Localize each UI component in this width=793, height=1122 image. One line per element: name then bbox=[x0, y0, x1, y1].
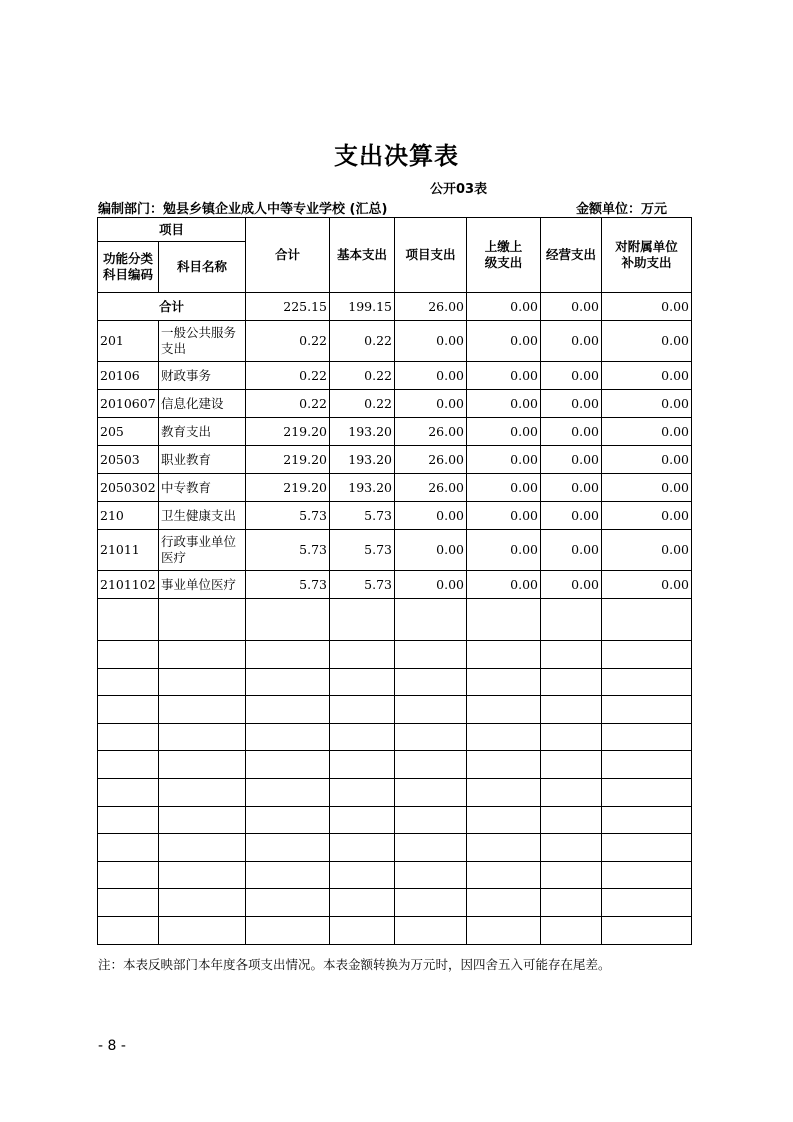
row-value: 219.20 bbox=[246, 418, 330, 446]
row-value: 0.00 bbox=[541, 474, 602, 502]
empty-cell bbox=[602, 916, 692, 944]
empty-cell bbox=[467, 641, 541, 669]
row-value: 0.22 bbox=[330, 362, 395, 390]
empty-cell bbox=[98, 778, 159, 806]
row-value: 5.73 bbox=[246, 571, 330, 599]
empty-cell bbox=[602, 834, 692, 862]
empty-cell bbox=[246, 723, 330, 751]
empty-cell bbox=[467, 834, 541, 862]
empty-cell bbox=[246, 696, 330, 724]
table-row bbox=[98, 502, 692, 530]
header-total: 合计 bbox=[246, 218, 330, 293]
empty-cell bbox=[159, 889, 246, 917]
empty-cell bbox=[98, 751, 159, 779]
row-value: 0.22 bbox=[330, 321, 395, 362]
empty-cell bbox=[395, 599, 467, 641]
row-value: 26.00 bbox=[395, 418, 467, 446]
row-code: 2101102 bbox=[98, 571, 159, 599]
row-value: 0.00 bbox=[541, 446, 602, 474]
row-value: 0.00 bbox=[467, 362, 541, 390]
empty-cell bbox=[330, 834, 395, 862]
empty-cell bbox=[541, 599, 602, 641]
empty-cell bbox=[98, 668, 159, 696]
row-value: 26.00 bbox=[395, 446, 467, 474]
empty-cell bbox=[395, 668, 467, 696]
row-code: 21011 bbox=[98, 530, 159, 571]
table-row bbox=[98, 530, 692, 571]
empty-cell bbox=[246, 778, 330, 806]
empty-cell bbox=[246, 668, 330, 696]
empty-cell bbox=[467, 861, 541, 889]
empty-cell bbox=[159, 778, 246, 806]
empty-row bbox=[98, 723, 692, 751]
row-value: 193.20 bbox=[330, 474, 395, 502]
empty-cell bbox=[395, 778, 467, 806]
header-project: 项目 bbox=[98, 218, 246, 242]
empty-cell bbox=[246, 834, 330, 862]
total-label: 合计 bbox=[98, 293, 246, 321]
row-value: 0.00 bbox=[541, 502, 602, 530]
row-code: 205 bbox=[98, 418, 159, 446]
header-func-code: 功能分类 科目编码 bbox=[98, 242, 159, 293]
row-value: 5.73 bbox=[330, 571, 395, 599]
row-value: 26.00 bbox=[395, 474, 467, 502]
total-cell: 225.15 bbox=[246, 293, 330, 321]
table-row bbox=[98, 446, 692, 474]
total-cell: 199.15 bbox=[330, 293, 395, 321]
row-value: 0.00 bbox=[467, 446, 541, 474]
row-value: 0.00 bbox=[467, 571, 541, 599]
empty-cell bbox=[602, 599, 692, 641]
empty-cell bbox=[467, 696, 541, 724]
row-value: 0.00 bbox=[467, 321, 541, 362]
row-value: 0.00 bbox=[541, 390, 602, 418]
row-value: 0.00 bbox=[467, 474, 541, 502]
empty-cell bbox=[541, 778, 602, 806]
empty-cell bbox=[541, 723, 602, 751]
department-label: 编制部门：勉县乡镇企业成人中等专业学校 (汇总) bbox=[98, 202, 388, 217]
empty-cell bbox=[541, 668, 602, 696]
row-value: 0.00 bbox=[602, 321, 692, 362]
row-name: 一般公共服务支出 bbox=[159, 321, 246, 362]
empty-cell bbox=[467, 751, 541, 779]
row-code: 201 bbox=[98, 321, 159, 362]
empty-row bbox=[98, 806, 692, 834]
empty-cell bbox=[98, 889, 159, 917]
page-title: 支出决算表 bbox=[334, 142, 459, 170]
footnote: 注：本表反映部门本年度各项支出情况。本表金额转换为万元时，因四舍五入可能存在尾差。 bbox=[98, 957, 611, 972]
row-value: 0.00 bbox=[395, 321, 467, 362]
row-value: 0.00 bbox=[541, 571, 602, 599]
row-value: 5.73 bbox=[330, 530, 395, 571]
row-code: 2050302 bbox=[98, 474, 159, 502]
empty-cell bbox=[330, 861, 395, 889]
row-value: 0.00 bbox=[395, 502, 467, 530]
empty-cell bbox=[330, 916, 395, 944]
empty-cell bbox=[159, 751, 246, 779]
empty-cell bbox=[159, 806, 246, 834]
row-value: 193.20 bbox=[330, 446, 395, 474]
row-name: 教育支出 bbox=[159, 418, 246, 446]
table-row bbox=[98, 474, 692, 502]
table-row bbox=[98, 362, 692, 390]
row-value: 0.00 bbox=[541, 530, 602, 571]
empty-cell bbox=[395, 806, 467, 834]
row-name: 事业单位医疗 bbox=[159, 571, 246, 599]
total-cell: 26.00 bbox=[395, 293, 467, 321]
row-value: 0.00 bbox=[467, 390, 541, 418]
row-value: 0.00 bbox=[602, 362, 692, 390]
row-name: 职业教育 bbox=[159, 446, 246, 474]
empty-cell bbox=[330, 668, 395, 696]
empty-cell bbox=[395, 696, 467, 724]
empty-cell bbox=[330, 751, 395, 779]
row-code: 20503 bbox=[98, 446, 159, 474]
total-row bbox=[98, 293, 692, 321]
empty-cell bbox=[395, 834, 467, 862]
empty-row bbox=[98, 778, 692, 806]
row-name: 行政事业单位医疗 bbox=[159, 530, 246, 571]
empty-cell bbox=[541, 641, 602, 669]
row-value: 5.73 bbox=[330, 502, 395, 530]
row-name: 财政事务 bbox=[159, 362, 246, 390]
empty-cell bbox=[246, 599, 330, 641]
row-name: 信息化建设 bbox=[159, 390, 246, 418]
total-cell: 0.00 bbox=[541, 293, 602, 321]
empty-cell bbox=[98, 641, 159, 669]
row-value: 0.00 bbox=[467, 418, 541, 446]
header-business: 经营支出 bbox=[541, 218, 602, 293]
row-value: 0.00 bbox=[395, 390, 467, 418]
empty-cell bbox=[541, 696, 602, 724]
row-value: 0.22 bbox=[246, 390, 330, 418]
empty-cell bbox=[246, 916, 330, 944]
empty-cell bbox=[159, 861, 246, 889]
empty-cell bbox=[395, 751, 467, 779]
empty-cell bbox=[467, 668, 541, 696]
table-code: 公开03表 bbox=[430, 182, 488, 197]
empty-cell bbox=[602, 861, 692, 889]
empty-cell bbox=[541, 751, 602, 779]
empty-cell bbox=[98, 916, 159, 944]
header-subject-name: 科目名称 bbox=[159, 242, 246, 293]
empty-cell bbox=[467, 599, 541, 641]
empty-cell bbox=[467, 806, 541, 834]
row-value: 0.22 bbox=[246, 362, 330, 390]
empty-cell bbox=[602, 751, 692, 779]
empty-cell bbox=[602, 641, 692, 669]
empty-cell bbox=[246, 806, 330, 834]
row-value: 0.00 bbox=[467, 530, 541, 571]
empty-cell bbox=[541, 806, 602, 834]
row-value: 0.00 bbox=[541, 418, 602, 446]
row-name: 中专教育 bbox=[159, 474, 246, 502]
empty-cell bbox=[330, 723, 395, 751]
total-cell: 0.00 bbox=[467, 293, 541, 321]
table-row bbox=[98, 418, 692, 446]
empty-cell bbox=[602, 696, 692, 724]
row-value: 0.22 bbox=[330, 390, 395, 418]
empty-cell bbox=[246, 861, 330, 889]
expenditure-table bbox=[97, 217, 692, 945]
empty-cell bbox=[330, 806, 395, 834]
table-row bbox=[98, 321, 692, 362]
row-value: 0.00 bbox=[602, 418, 692, 446]
row-value: 0.00 bbox=[541, 362, 602, 390]
empty-cell bbox=[467, 723, 541, 751]
empty-cell bbox=[98, 696, 159, 724]
empty-cell bbox=[330, 778, 395, 806]
empty-cell bbox=[330, 641, 395, 669]
empty-cell bbox=[98, 834, 159, 862]
empty-cell bbox=[395, 723, 467, 751]
row-value: 0.00 bbox=[395, 362, 467, 390]
empty-cell bbox=[98, 861, 159, 889]
row-value: 0.00 bbox=[602, 446, 692, 474]
row-value: 0.00 bbox=[602, 530, 692, 571]
empty-cell bbox=[246, 641, 330, 669]
empty-row bbox=[98, 696, 692, 724]
empty-cell bbox=[395, 889, 467, 917]
row-value: 0.00 bbox=[467, 502, 541, 530]
empty-cell bbox=[159, 696, 246, 724]
empty-row bbox=[98, 916, 692, 944]
row-value: 0.00 bbox=[602, 571, 692, 599]
row-value: 5.73 bbox=[246, 502, 330, 530]
table-row bbox=[98, 390, 692, 418]
empty-row bbox=[98, 889, 692, 917]
empty-cell bbox=[330, 599, 395, 641]
empty-row bbox=[98, 834, 692, 862]
header-project-expense: 项目支出 bbox=[395, 218, 467, 293]
row-code: 210 bbox=[98, 502, 159, 530]
header-upper: 上缴上 级支出 bbox=[467, 218, 541, 293]
total-cell: 0.00 bbox=[602, 293, 692, 321]
empty-cell bbox=[541, 889, 602, 917]
row-value: 0.22 bbox=[246, 321, 330, 362]
empty-cell bbox=[98, 723, 159, 751]
empty-cell bbox=[602, 889, 692, 917]
row-value: 0.00 bbox=[602, 502, 692, 530]
empty-cell bbox=[467, 916, 541, 944]
empty-cell bbox=[541, 916, 602, 944]
empty-cell bbox=[159, 834, 246, 862]
row-code: 20106 bbox=[98, 362, 159, 390]
empty-cell bbox=[246, 889, 330, 917]
row-value: 0.00 bbox=[602, 474, 692, 502]
empty-row bbox=[98, 599, 692, 641]
empty-cell bbox=[395, 641, 467, 669]
empty-cell bbox=[541, 861, 602, 889]
row-value: 0.00 bbox=[541, 321, 602, 362]
empty-cell bbox=[541, 834, 602, 862]
empty-cell bbox=[98, 599, 159, 641]
empty-cell bbox=[330, 696, 395, 724]
row-value: 193.20 bbox=[330, 418, 395, 446]
empty-cell bbox=[395, 861, 467, 889]
empty-cell bbox=[159, 723, 246, 751]
row-value: 219.20 bbox=[246, 446, 330, 474]
row-name: 卫生健康支出 bbox=[159, 502, 246, 530]
row-value: 0.00 bbox=[395, 530, 467, 571]
empty-cell bbox=[602, 723, 692, 751]
table-row bbox=[98, 571, 692, 599]
empty-cell bbox=[467, 778, 541, 806]
header-subsidy: 对附属单位 补助支出 bbox=[602, 218, 692, 293]
row-code: 2010607 bbox=[98, 390, 159, 418]
empty-row bbox=[98, 668, 692, 696]
row-value: 0.00 bbox=[602, 390, 692, 418]
empty-cell bbox=[159, 599, 246, 641]
empty-cell bbox=[602, 668, 692, 696]
row-value: 5.73 bbox=[246, 530, 330, 571]
empty-cell bbox=[246, 751, 330, 779]
empty-cell bbox=[395, 916, 467, 944]
empty-cell bbox=[98, 806, 159, 834]
empty-cell bbox=[602, 806, 692, 834]
empty-row bbox=[98, 641, 692, 669]
empty-cell bbox=[330, 889, 395, 917]
empty-cell bbox=[467, 889, 541, 917]
row-value: 0.00 bbox=[395, 571, 467, 599]
empty-row bbox=[98, 751, 692, 779]
empty-cell bbox=[159, 916, 246, 944]
empty-cell bbox=[159, 641, 246, 669]
row-value: 219.20 bbox=[246, 474, 330, 502]
header-basic: 基本支出 bbox=[330, 218, 395, 293]
empty-cell bbox=[159, 668, 246, 696]
empty-row bbox=[98, 861, 692, 889]
page-number: - 8 - bbox=[98, 1038, 126, 1054]
empty-cell bbox=[602, 778, 692, 806]
unit-label: 金额单位：万元 bbox=[576, 202, 668, 217]
